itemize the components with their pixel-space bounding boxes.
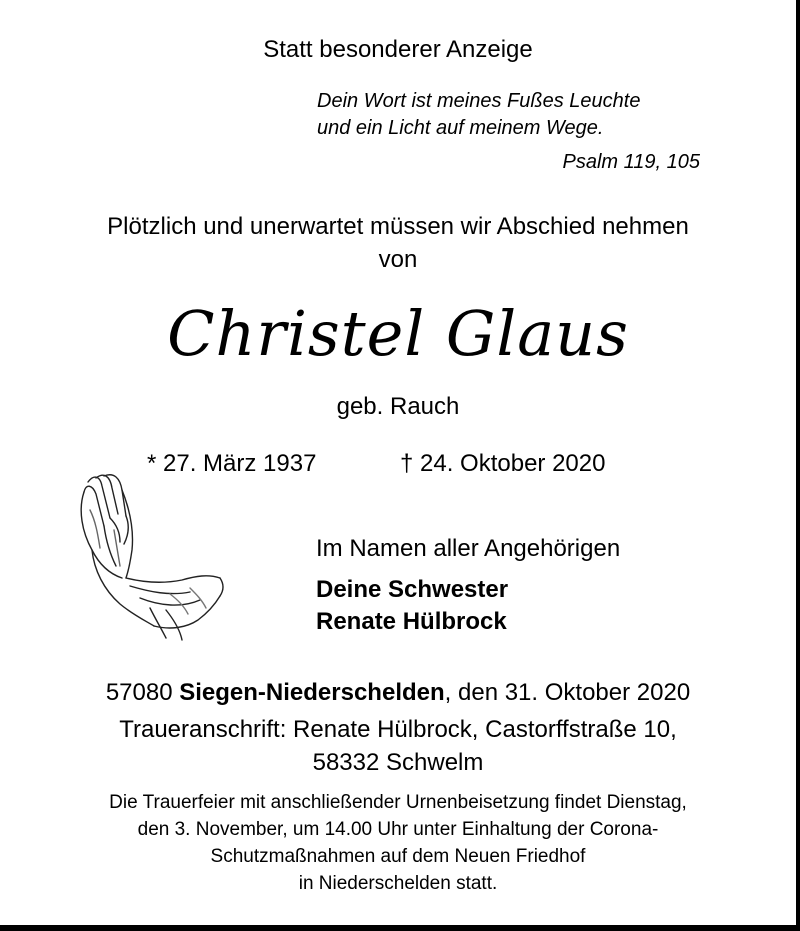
deceased-name: Christel Glaus: [167, 297, 629, 370]
praying-hands-icon: [70, 470, 230, 645]
mourner-relation: Deine Schwester: [316, 576, 509, 603]
funeral-line-3: Schutzmaßnahmen auf dem Neuen Friedhof: [210, 846, 586, 867]
header-text: Statt besonderer Anzeige: [263, 36, 533, 63]
address-line-1: Traueranschrift: Renate Hülbrock, Castorffstraße 10,: [119, 716, 677, 743]
intro-line-2: von: [378, 246, 418, 273]
verse-reference: Psalm 119, 105: [562, 151, 700, 173]
intro-line-1: Plötzlich und unerwartet müssen wir Abschied nehmen: [107, 213, 689, 240]
verse-line-1: Dein Wort ist meines Fußes Leuchte: [317, 90, 641, 112]
funeral-line-1: Die Trauerfeier mit anschließender Urnenbeisetzung findet Dienstag,: [109, 792, 687, 813]
funeral-line-4: in Niederschelden statt.: [298, 873, 498, 894]
birth-date: * 27. März 1937: [147, 450, 317, 477]
funeral-line-2: den 3. November, um 14.00 Uhr unter Einhaltung der Corona-: [137, 819, 659, 840]
place-date-line: [0, 679, 796, 707]
death-date: † 24. Oktober 2020: [400, 450, 606, 477]
notice-date: , den 31. Oktober 2020: [444, 679, 691, 706]
address-line-2: 58332 Schwelm: [312, 749, 484, 776]
mourner-name: Renate Hülbrock: [316, 608, 507, 635]
zip-code: 57080: [105, 679, 173, 706]
birth-name: geb. Rauch: [336, 393, 460, 420]
mourners-intro: Im Namen aller Angehörigen: [316, 535, 621, 562]
verse-line-2: und ein Licht auf meinem Wege.: [317, 117, 604, 139]
city-name: Siegen-Niederschelden: [179, 679, 445, 706]
